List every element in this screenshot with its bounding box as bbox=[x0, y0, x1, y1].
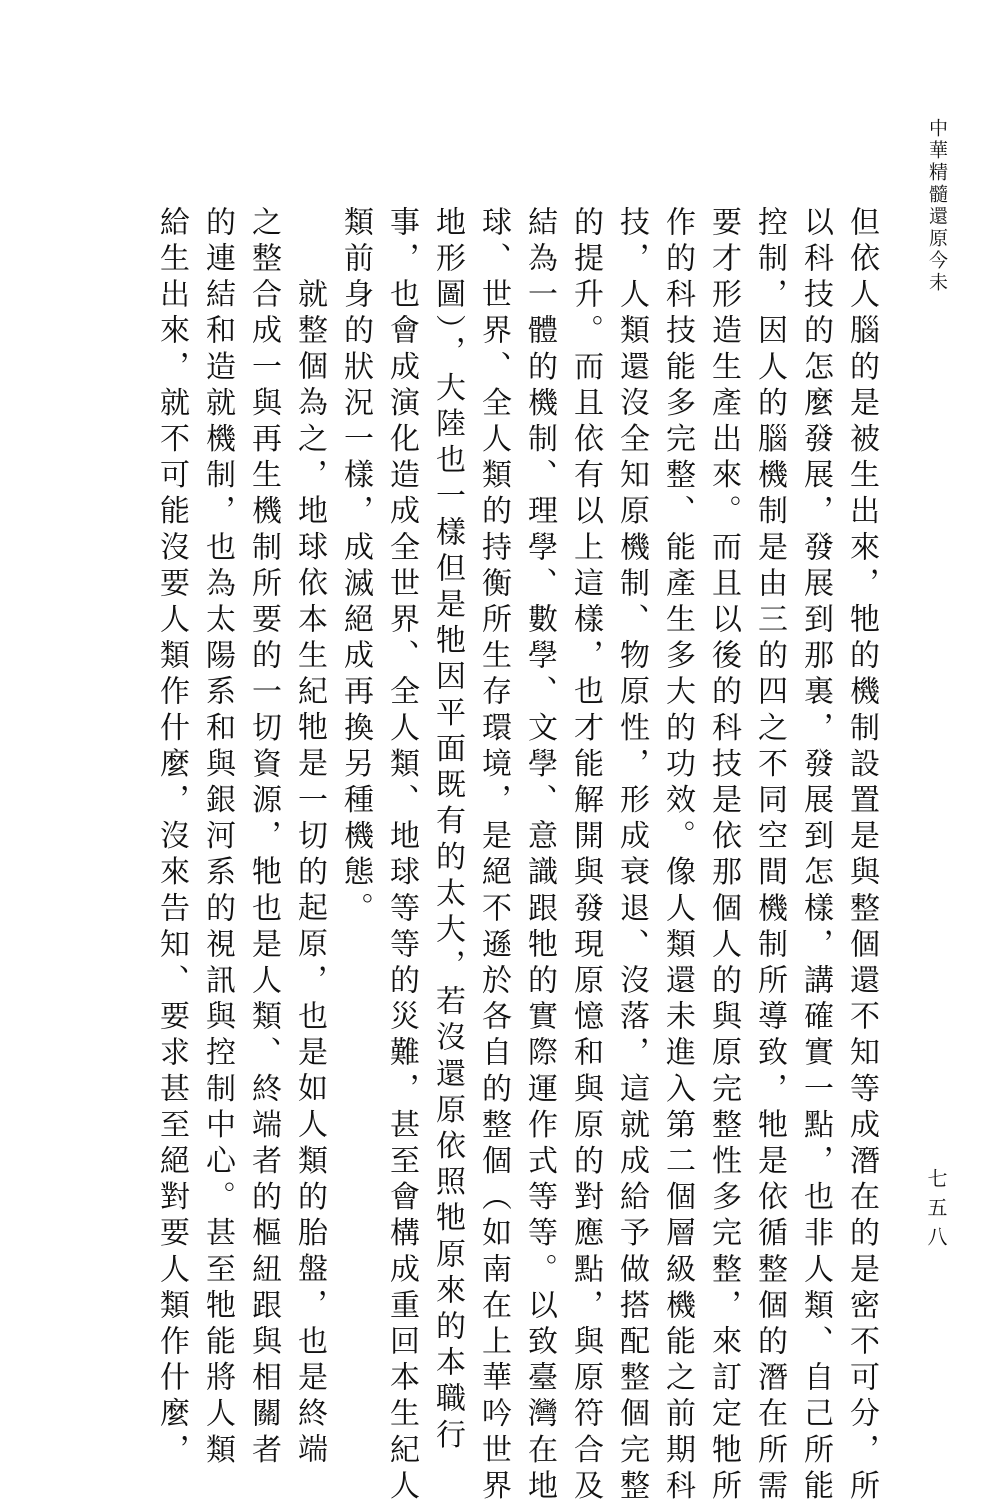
text-line: 之整合成一與再生機制所要的一切資源，牠也是人類、終端者的樞紐跟與相關者 bbox=[246, 206, 281, 1470]
text-line: 的提升。而且依有以上這樣，也才能解開與發現原憶和與原的對應點，與原符合及 bbox=[568, 206, 603, 1506]
text-line: 地形圖），大陸也一樣但是牠因平面既有的太大，若沒還原依照牠原來的本職行 bbox=[430, 206, 465, 1455]
text-line: 技，人類還沒全知原機制、物原性，形成衰退、沒落，這就成給予做搭配整個完整 bbox=[614, 206, 649, 1506]
running-header-title: 中華精髓還原今未 bbox=[926, 118, 948, 294]
text-line: 控制，因人的腦機制是由三的四之不同空間機制所導致，牠是依循整個的潛在所需 bbox=[752, 206, 787, 1506]
text-line: 的連結和造就機制，也為太陽系和與銀河系的視訊與控制中心。甚至牠能將人類 bbox=[200, 206, 235, 1470]
text-line: 事，也會成演化造成全世界、全人類、地球等等的災難，甚至會構成重回本生紀人 bbox=[384, 206, 419, 1506]
text-line: 給生出來，就不可能沒要人類作什麼，沒來告知、要求甚至絕對要人類作什麼， bbox=[154, 206, 189, 1470]
body-text bbox=[116, 0, 879, 1506]
text-line: 作的科技能多完整、能產生多大的功效。像人類還未進入第二個層級機能之前期科 bbox=[660, 206, 695, 1506]
page-number: 七五八 bbox=[924, 1168, 948, 1255]
text-line: 結為一體的機制、理學、數學、文學、意識跟牠的實際運作式等等。以致臺灣在地 bbox=[522, 206, 557, 1506]
text-line: 以科技的怎麼發展，發展到那裏，發展到怎樣，講確實一點，也非人類、自己所能 bbox=[798, 206, 833, 1506]
text-line: 類前身的狀況一樣，成滅絕成再換另種機態。 bbox=[338, 206, 373, 928]
text-line: 球、世界、全人類的持衡所生存環境，是絕不遜於各自的整個（如南在上華吟世界 bbox=[476, 206, 511, 1506]
text-line: 但依人腦的是被生出來，牠的機制設置是與整個還不知等成潛在的是密不可分，所 bbox=[844, 206, 879, 1506]
text-line: 要才形造生產出來。而且以後的科技是依那個人的與原完整性多完整，來訂定牠所 bbox=[706, 206, 741, 1506]
text-line: 就整個為之，地球依本生紀牠是一切的起原，也是如人類的胎盤，也是終端 bbox=[292, 278, 327, 1470]
